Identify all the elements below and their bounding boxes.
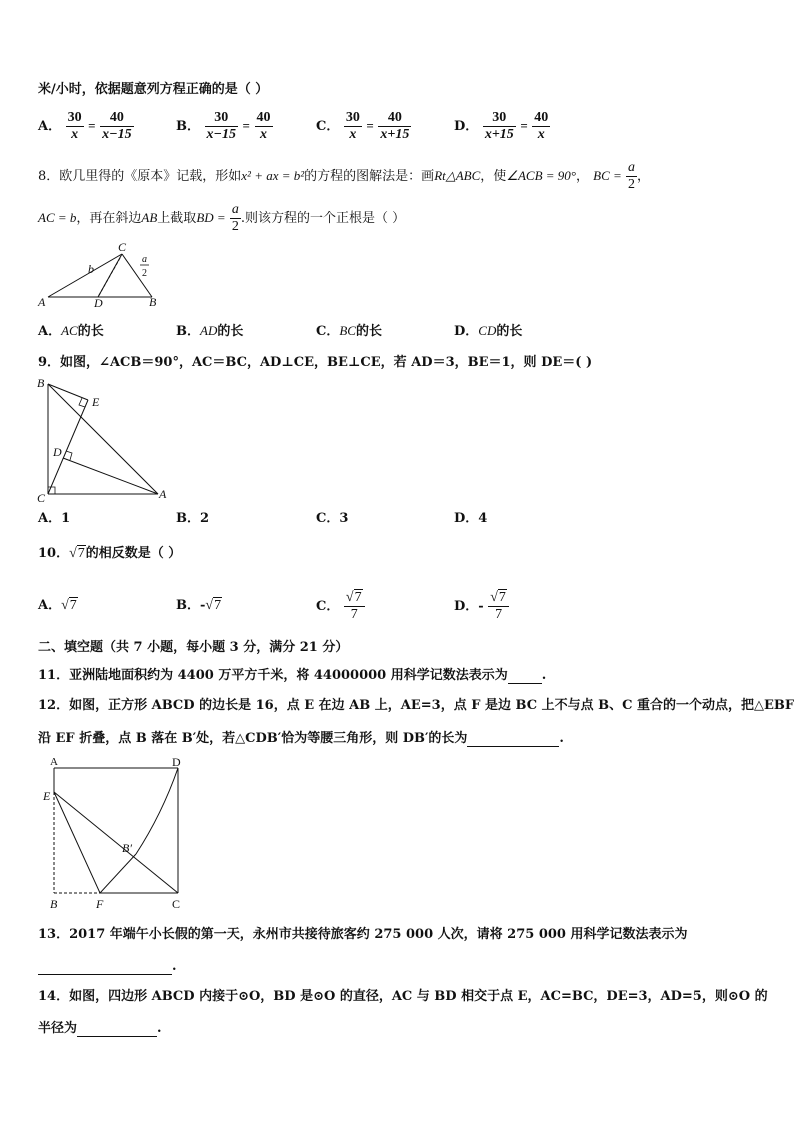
fraction: $\frac{a}{2}$ bbox=[627, 160, 635, 192]
section-heading: 二、填空题（共 7 小题，每小题 3 分，满分 21 分） bbox=[38, 640, 349, 655]
answer-blank[interactable] bbox=[38, 958, 172, 975]
point-b-label: B bbox=[50, 897, 58, 911]
q11: 11．亚洲陆地面积约为 4400 万平方千米，将 44000000 用科学记数法表示为 . bbox=[38, 668, 547, 683]
q8-figure bbox=[36, 240, 166, 308]
fraction: $\frac{a}{2}$ bbox=[231, 202, 239, 234]
q9-option-b: B．2 bbox=[176, 511, 210, 526]
q9-option-a: A．1 bbox=[38, 511, 71, 526]
point-a-label: A bbox=[50, 756, 58, 768]
answer-blank[interactable] bbox=[508, 667, 542, 684]
q14-line2: 半径为 . bbox=[38, 1021, 162, 1036]
point-b-label: B bbox=[37, 376, 45, 390]
fraction: $\frac{30}{x}$ bbox=[67, 110, 82, 142]
fraction: $\frac{30}{x}$ bbox=[345, 110, 360, 142]
q8-option-c: C．BC的长 bbox=[316, 323, 382, 339]
q9-figure bbox=[34, 374, 174, 506]
q9-option-c: C．3 bbox=[316, 511, 349, 526]
q10-option-a: A．√7 bbox=[38, 598, 77, 613]
q7-stem: 米/小时，依据题意列方程正确的是（ ） bbox=[38, 82, 269, 97]
point-b-label: B bbox=[149, 295, 157, 308]
point-d-label: D bbox=[53, 445, 62, 459]
point-f-label: F bbox=[96, 897, 104, 911]
q10-option-d: D．- $\frac{√7}{7}$ bbox=[454, 590, 509, 623]
sqrt-expression: √7 bbox=[69, 546, 85, 561]
q7-option-d: D． $\frac{30}{x+15}$ = $\frac{40}{x}$ bbox=[454, 110, 549, 142]
q12-line1: 12．如图，正方形 ABCD 的边长是 16，点 E 在边 AB 上，AE=3，点 F 是边 BC 上不与点 B、C 重合的一个动点，把△EBF bbox=[38, 698, 794, 713]
side-a-label: a bbox=[142, 254, 147, 265]
fraction: $\frac{40}{x+15}$ bbox=[380, 110, 410, 142]
point-e-label: E bbox=[92, 395, 100, 409]
fraction: $\frac{√7}{7}$ bbox=[344, 590, 365, 623]
q9-option-d: D．4 bbox=[454, 511, 488, 526]
q10-option-c: C． $\frac{√7}{7}$ bbox=[316, 590, 365, 623]
q9-stem: 9．如图，∠ACB＝90°，AC＝BC，AD⊥CE，BE⊥CE，若 AD＝3，BE＝1，则 DE＝( ) bbox=[38, 355, 593, 370]
side-b-label: b bbox=[88, 262, 94, 276]
point-a-label: A bbox=[159, 487, 167, 501]
q14-line1: 14．如图，四边形 ABCD 内接于⊙O，BD 是⊙O 的直径，AC 与 BD 相交于点 E，AC=BC，DE=3，AD=5，则⊙O 的 bbox=[38, 989, 768, 1004]
point-d-label: D bbox=[94, 296, 103, 308]
fraction: $\frac{30}{x+15}$ bbox=[484, 110, 514, 142]
q12-line2: 沿 EF 折叠，点 B 落在 B′处，若△CDB′恰为等腰三角形，则 DB′的长为 . bbox=[38, 731, 564, 746]
fraction: $\frac{40}{x-15}$ bbox=[102, 110, 132, 142]
q8-option-b: B．AD的长 bbox=[176, 323, 244, 339]
q7-option-c: C． $\frac{30}{x}$ = $\frac{40}{x+15}$ bbox=[316, 110, 410, 142]
q13-line1: 13．2017 年端午小长假的第一天，永州市共接待旅客约 275 000 人次，请将 275 000 用科学记数法表示为 bbox=[38, 927, 688, 942]
point-c-label: C bbox=[118, 240, 127, 254]
q12-figure bbox=[36, 754, 196, 914]
answer-blank[interactable] bbox=[467, 730, 559, 747]
point-c-label: C bbox=[172, 897, 181, 911]
q8-option-a: A．AC的长 bbox=[38, 323, 104, 339]
fraction: $\frac{40}{x}$ bbox=[534, 110, 549, 142]
point-d-label: D bbox=[172, 755, 181, 769]
fraction: $\frac{30}{x-15}$ bbox=[206, 110, 237, 142]
point-b-prime-label: B′ bbox=[122, 841, 132, 855]
point-a-label: A bbox=[38, 295, 46, 308]
q8-line1: 8．欧几里得的《原本》记载，形如x² + ax = b²的方程的图解法是：画Rt△ABC，使∠ACB = 90°， BC = $\frac{a}{2}$ ， bbox=[38, 160, 650, 192]
side-two-label: 2 bbox=[142, 268, 147, 279]
q7-option-b: B． $\frac{30}{x-15}$ = $\frac{40}{x}$ bbox=[176, 110, 271, 142]
fraction: $\frac{40}{x}$ bbox=[256, 110, 271, 142]
q8-option-d: D．CD的长 bbox=[454, 323, 523, 339]
q10-option-b: B．-√7 bbox=[176, 598, 222, 613]
q7-option-a: A． $\frac{30}{x}$ = $\frac{40}{x-15}$ bbox=[38, 110, 132, 142]
point-e-label: E bbox=[43, 789, 51, 803]
answer-blank[interactable] bbox=[77, 1020, 157, 1037]
fraction: $\frac{√7}{7}$ bbox=[488, 590, 509, 623]
point-c-label: C bbox=[37, 491, 46, 505]
q10-stem: 10．√7的相反数是（ ） bbox=[38, 546, 182, 561]
q8-line2: AC = b，再在斜边AB上截取BD = $\frac{a}{2}$ .则该方程的一个正根是（ ） bbox=[38, 202, 406, 234]
q13-line2: . bbox=[38, 958, 177, 975]
